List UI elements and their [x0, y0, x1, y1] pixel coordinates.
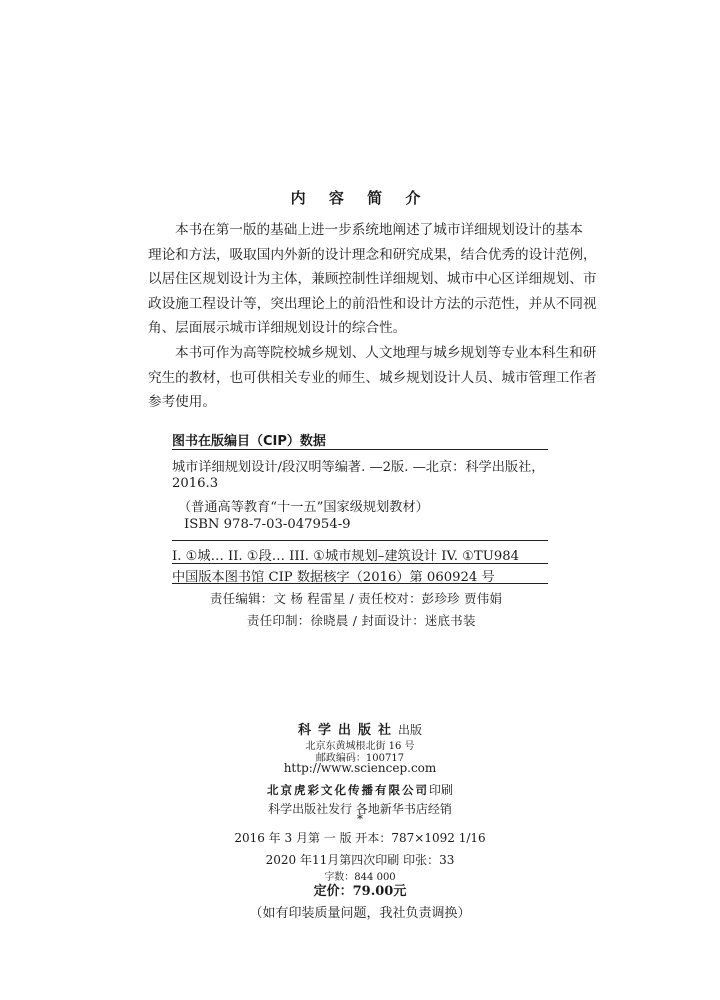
cip-line-3: （普通高等教育“十一五”国家级规划教材）	[178, 500, 429, 515]
printing-line: 2020 年11月第四次印刷 印张：33	[265, 853, 455, 867]
intro-para1-line: 以居住区规划设计为主体，兼顾控制性详细规划、城市中心区详细规划、市	[148, 271, 597, 288]
cip-heading: 图书在版编目（CIP）数据	[172, 434, 326, 449]
publisher-address: 北京东黄城根北街 16 号	[305, 741, 415, 752]
price: 定价：79.00元	[313, 884, 407, 899]
publisher-postcode: 邮政编码：100717	[315, 753, 405, 764]
word-count: 字数：844 000	[324, 872, 396, 883]
editor-credits: 责任编辑：文 杨 程雷星 / 责任校对：彭珍珍 贾伟娟	[210, 591, 503, 606]
intro-para1-line: 角、层面展示城市详细规划设计的综合性。	[148, 320, 407, 337]
intro-para2-line: 参考使用。	[148, 394, 216, 411]
publisher-website: http://www.sciencep.com	[283, 761, 437, 775]
section-title: 内 容 简 介	[290, 189, 430, 207]
intro-para1-line: 本书在第一版的基础上进一步系统地阐述了城市详细规划设计的基本	[175, 222, 583, 238]
cip-line-5: I. ①城… II. ①段… III. ①城市规划–建筑设计 IV. ①TU984	[172, 549, 520, 564]
cip-mid-rule	[172, 540, 548, 541]
printer-line	[0, 779, 720, 798]
distribution-line: 科学出版社发行 各地新华书店经销	[268, 802, 452, 816]
intro-para2-line: 本书可作为高等院校城乡规划、人文地理与城乡规划等专业本科生和研	[175, 344, 597, 361]
production-credits: 责任印制：徐晓晨 / 封面设计：迷底书装	[247, 613, 476, 628]
cip-line-4: ISBN 978-7-03-047954-9	[184, 517, 351, 532]
quality-notice: （如有印装质量问题，我社负责调换）	[249, 906, 471, 921]
edition-line: 2016 年 3 月第 一 版 开本：787×1092 1/16	[234, 831, 486, 845]
cip-top-rule	[172, 449, 548, 450]
cip-bottom-rule	[172, 583, 548, 584]
printer-name: 北京虎彩文化传播有限公司	[266, 783, 429, 797]
cip-line-6: 中国版本图书馆 CIP 数据核字（2016）第 060924 号	[172, 570, 495, 585]
publisher-name: 科学出版社	[297, 723, 398, 738]
cip-line-1: 城市详细规划设计/段汉明等编著. —2版. —北京：科学出版社，	[172, 460, 545, 475]
intro-para1-line: 政设施工程设计等，突出理论上的前沿性和设计方法的示范性，并从不同视	[148, 295, 597, 312]
printer-suffix: 印刷	[428, 783, 453, 797]
cip-line-2: 2016.3	[172, 476, 219, 491]
separator-star: *	[357, 812, 363, 826]
intro-text	[148, 218, 597, 415]
intro-para1-line: 理论和方法，吸取国内外新的设计理念和研究成果，结合优秀的设计范例，	[148, 246, 597, 263]
cip-mid-rule-2	[172, 563, 548, 564]
intro-para2-line: 究生的教材，也可供相关专业的师生、城乡规划设计人员、城市管理工作者	[148, 369, 597, 386]
publisher-line	[0, 719, 720, 738]
publisher-suffix: 出版	[398, 723, 423, 737]
